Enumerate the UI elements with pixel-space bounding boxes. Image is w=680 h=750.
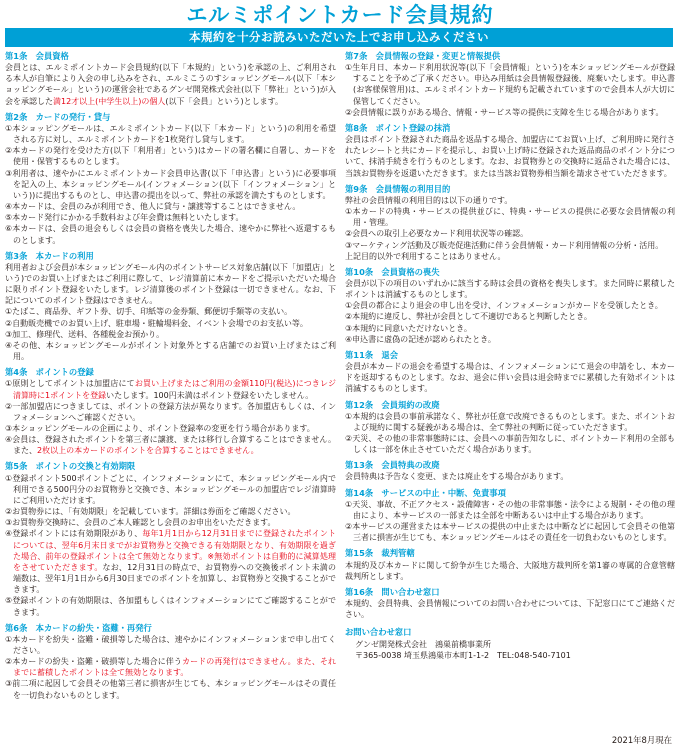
article-items bbox=[345, 361, 675, 394]
article-item bbox=[5, 634, 336, 656]
body-text: ③本ショッピングモールの企画により、ポイント登録率の変更を行う場合があります。 bbox=[5, 424, 315, 433]
article-item bbox=[5, 168, 336, 201]
right-column bbox=[345, 49, 675, 661]
article-item bbox=[5, 201, 336, 212]
body-text: ②本カードの発行を受けた方(以下「利用者」という)はカードの署名欄に自署し、カードを使用・保管するものとします。 bbox=[5, 146, 336, 167]
article-item bbox=[5, 62, 336, 107]
article-item bbox=[5, 123, 336, 145]
body-text: 弊社の会員情報の利用目的は以下の通りです。 bbox=[345, 195, 513, 205]
body-text: ①本カードの特典・サービスの提供並びに、特典・サービスの提供に必要な会員情報の利用・管理。 bbox=[345, 207, 675, 228]
article-item bbox=[5, 329, 336, 340]
article-items bbox=[5, 62, 336, 107]
article-item bbox=[5, 212, 336, 223]
contact-company: グンゼ開発株式会社 鴻巣前橋事業所 bbox=[355, 639, 491, 649]
article-heading: 第16条 問い合わせ窓口 bbox=[345, 586, 440, 597]
body-text: ①本規約は会員の事前承諾なく、弊社が任意で改廃できるものとします。また、ポイントおよび規約に関する疑義がある場合は、全て弊社の判断に従っていただきます。 bbox=[345, 411, 675, 432]
article-section bbox=[345, 548, 675, 581]
article-item bbox=[5, 517, 336, 528]
body-text: 会員特典は予告なく変更、または廃止をする場合があります。 bbox=[345, 472, 569, 482]
article-section bbox=[5, 112, 336, 246]
highlighted-text: カードの再発行はできません。また、それまでに蓄積したポイントは全て無効となります。 bbox=[13, 657, 336, 678]
article-items bbox=[5, 378, 336, 456]
article-items bbox=[345, 560, 675, 582]
article-section bbox=[5, 251, 336, 363]
body-text: ③前二項に起因して会員その他第三者に損害が生じても、本ショッピングモールはその責任を一切負わないものとします。 bbox=[5, 679, 336, 700]
body-text: ①原則としてポイントは加盟店にて bbox=[5, 379, 135, 389]
article-items bbox=[345, 471, 675, 482]
body-text: ④その他、本ショッピングモールがポイント対象外とする店舗でのお買い上げまたはご利用。 bbox=[5, 340, 336, 362]
article-item bbox=[5, 306, 336, 317]
article-item bbox=[345, 471, 675, 482]
article-section bbox=[345, 184, 675, 262]
body-text: ③お買物券交換時に、会員のご本人確認とし会員のお申出をいただきます。 bbox=[5, 518, 276, 528]
body-text: ①天災、事故、不正アクセス・設備障害・その他の非常事態・法令による規制・その他の理由により、本サービスの一部または全部を中断あるいは中止する場合があります。 bbox=[345, 499, 675, 520]
article-items bbox=[345, 499, 675, 544]
left-column bbox=[5, 49, 336, 701]
article-item bbox=[345, 433, 675, 455]
body-text: ①たばこ、商品券、ギフト券、切手、印紙等の金券類、郵便切手類等の支払い。 bbox=[5, 307, 293, 317]
body-text: ②本カードの紛失・盗難・破損等した場合に伴う bbox=[5, 657, 183, 667]
body-text: ②会員情報に誤りがある場合、情報・サービス等の提供に支障を生じる場合があります。 bbox=[345, 107, 664, 117]
article-item bbox=[5, 318, 336, 329]
body-text: ②天災、その他の非常事態時には、会員への事前告知なしに、ポイントカード利用の全部もしくは一部を休止させていただく場合があります。 bbox=[345, 434, 675, 455]
article-item bbox=[5, 506, 336, 517]
article-item bbox=[5, 423, 336, 434]
body-text: ②自動販売機でのお買い上げ、駐車場・駐輪場料金、イベント会場でのお支払い等。 bbox=[5, 318, 308, 328]
article-item bbox=[345, 560, 675, 582]
article-item bbox=[345, 300, 675, 311]
article-item bbox=[345, 134, 675, 179]
page-title: エルミポイントカード会員規約 bbox=[186, 3, 494, 27]
body-text: ①本ショッピングモールは、エルミポイントカード(以下「本カード」という)の利用を希望される方に対し、エルミポイントカードを1枚発行し貸与します。 bbox=[5, 123, 336, 145]
body-text: 会員はポイント登録された商品を返品する場合、加盟店にてお買い上げ、ご利用時に発行されたレシートと共にカードを提示し、お買い上げ時に登録された返品商品のポイント分について、抹消手続きを行うものとします。なお、お買物券との交換時に返品された場合には、当該お買物券を返還いただきます。または当該お買物券相当額を請求させていただきます。 bbox=[345, 135, 675, 178]
body-text: ③加工、修理代、送料、各種税金お預かり。 bbox=[5, 329, 165, 339]
body-text: ①本カードを紛失・盗難・破損等した場合は、速やかにインフォメーションまで申し出てください。 bbox=[5, 634, 336, 655]
body-text: ③マーケティング活動及び販売促進活動に伴う会員情報・カード利用情報の分析・活用。 bbox=[345, 240, 664, 250]
article-heading: 第13条 会員特典の改廃 bbox=[345, 460, 440, 471]
article-item bbox=[345, 598, 675, 620]
body-text: 会員とは、エルミポイントカード会員規約(以下「本規約」という)を承認の上、ご利用される本人が自筆により入会の申し込みをされ、エルミこうのすショッピングモール(以下「本ショッピングモール」という)の運営会社であるグンゼ開発株式会社(以下「弊社」という)が入会を承認した bbox=[5, 63, 336, 106]
article-item bbox=[5, 401, 336, 423]
article-item bbox=[5, 434, 336, 456]
body-text: ②一部加盟店につきましては、ポイントの登録方法が異なります。各加盟店もしくは、インフォメーションへご確認ください。 bbox=[5, 401, 336, 422]
article-items bbox=[345, 411, 675, 456]
article-item bbox=[345, 361, 675, 394]
article-item bbox=[345, 228, 675, 239]
article-item bbox=[345, 521, 675, 543]
article-item bbox=[345, 62, 675, 107]
article-section bbox=[5, 51, 336, 107]
article-item bbox=[345, 206, 675, 228]
article-items bbox=[345, 195, 675, 262]
body-text: (以下「会員」という)とします。 bbox=[165, 96, 284, 106]
article-heading: 第6条 本カードの紛失・盗難・再発行 bbox=[5, 622, 152, 633]
body-text: ④申込書に虚偽の記述が認められたとき。 bbox=[345, 334, 496, 344]
article-item bbox=[5, 223, 336, 245]
article-item bbox=[345, 251, 675, 262]
article-item bbox=[345, 334, 675, 345]
body-text: 会員が本カードの退会を希望する場合は、インフォメーションにて退会の申請をし、本カードを返却するものとします。なお、退会に伴い会員は退会時までに累積した有効ポイントは消滅するものとします。 bbox=[345, 362, 675, 394]
article-item bbox=[5, 145, 336, 167]
article-heading: 第4条 ポイントの登録 bbox=[5, 367, 94, 378]
article-section bbox=[5, 623, 336, 701]
body-text: ②本サービスの運営または本サービスの提供の中止または中断などに起因して会員その他第三者に損害が生じても、本ショッピングモールはその責任を一切負わないものとします。 bbox=[345, 522, 675, 543]
body-text: ①会員の都合により退会の申し出を受け、インフォメーションがカードを受領したとき。 bbox=[345, 301, 663, 311]
article-item bbox=[5, 378, 336, 400]
article-heading: 第9条 会員情報の利用目的 bbox=[345, 183, 451, 194]
article-section bbox=[345, 587, 675, 620]
article-heading: 第14条 サービスの中止・中断、免責事項 bbox=[345, 487, 506, 498]
article-item bbox=[345, 278, 675, 300]
article-item bbox=[5, 340, 336, 362]
article-item bbox=[345, 195, 675, 206]
article-item bbox=[5, 595, 336, 617]
page-subtitle-banner: 本規約を十分お読みいただいた上でお申し込みください bbox=[5, 28, 673, 47]
body-text: ③利用者は、速やかにエルミポイントカード会員申込書(以下「申込書」という)に必要事項を記入の上、本ショッピングモール(インフォメーション(以下「インフォメーション」という))に提出するものとし、申込書の提出を以って、弊社の承認を満たすものとします。 bbox=[5, 168, 336, 200]
article-items bbox=[345, 134, 675, 179]
contact-heading: お問い合わせ窓口 bbox=[345, 627, 412, 638]
article-items bbox=[5, 634, 336, 701]
body-text: ②お買物券には、「有効期限」を記載しています。詳細は券面をご確認ください。 bbox=[5, 507, 296, 517]
body-text: ⑥本カードは、会員の退会もしくは会員の資格を喪失した場合、速やかに弊社へ返還するものとします。 bbox=[5, 224, 336, 245]
body-text: ⑤登録ポイントの有効期限は、各加盟もしくはインフォメーションにてご確認することができます。 bbox=[5, 596, 336, 617]
article-heading: 第8条 ポイント登録の抹消 bbox=[345, 122, 451, 133]
body-text: 会員が以下の項目のいずれかに該当する時は会員の資格を喪失します。また同時に累積したポイントは消滅するものとします。 bbox=[345, 278, 675, 300]
article-section bbox=[345, 488, 675, 544]
body-text: いたします。100円未満はポイント登録をいたしません。 bbox=[106, 390, 314, 400]
body-text: ④登録ポイントには有効期限があり、 bbox=[5, 529, 143, 539]
article-item bbox=[5, 528, 336, 595]
article-heading: 第10条 会員資格の喪失 bbox=[345, 266, 440, 277]
article-item bbox=[345, 499, 675, 521]
article-item bbox=[5, 678, 336, 700]
article-item bbox=[5, 262, 336, 307]
article-item bbox=[5, 656, 336, 678]
article-item bbox=[345, 107, 675, 118]
article-section bbox=[345, 267, 675, 345]
article-items bbox=[5, 473, 336, 618]
article-heading: 第3条 本カードの利用 bbox=[5, 250, 94, 261]
article-items bbox=[345, 598, 675, 620]
article-items bbox=[5, 123, 336, 246]
revision-date: 2021年8月現在 bbox=[611, 735, 672, 745]
body-text: ④本カードは、会員のみが利用でき、他人に貸与・譲渡等することはできません。 bbox=[5, 202, 301, 212]
highlighted-text: 満12才以上(中学生以上)の個人 bbox=[53, 96, 166, 106]
body-text: ①登録ポイント500ポイントごとに、インフォメーションにて、本ショッピングモール内で利用できる500円分のお買物券と交換でき、本ショッピングモールの加盟店でレジ清算時にご利用いただけます。 bbox=[5, 473, 336, 505]
highlighted-text: 2枚以上の本カードのポイントを合算することはできません。 bbox=[37, 446, 259, 456]
article-section bbox=[345, 400, 675, 456]
article-heading: 第12条 会員規約の改廃 bbox=[345, 399, 440, 410]
article-section bbox=[345, 123, 675, 179]
article-heading: 第7条 会員情報の登録・変更と情報提供 bbox=[345, 51, 501, 61]
article-section bbox=[345, 51, 675, 118]
article-item bbox=[345, 311, 675, 322]
body-text: ④会員は、登録されたポイントを第三者に譲渡、または移行し合算することはできません。また、 bbox=[5, 435, 336, 456]
body-text: 本規約及び本カードに関して紛争が生じた場合、大阪地方裁判所を第1審の専属的合意管轄裁判所とします。 bbox=[345, 560, 675, 581]
article-item bbox=[345, 323, 675, 334]
article-section bbox=[5, 367, 336, 456]
body-text: ①生年月日、本カード利用状況等(以下「会員情報」という)を本ショッピングモールが登録することを予めご了承ください。申込み用紙は会員情報登録後、廃棄いたします。申込書(お客様保管用)は、エルミポイントカード規約も記載されていますので会員本人が大切に保管してください。 bbox=[345, 63, 675, 106]
body-text: ②会員への取引上必要なカード利用状況等の確認。 bbox=[345, 229, 529, 239]
body-text: なお、12月31日の時点で、お買物券への交換後ポイント未満の端数は、翌年1月1日から6月30日までのポイントを加算し、お買物券と交換することができます。 bbox=[13, 562, 336, 595]
right-sections bbox=[345, 51, 675, 620]
article-section bbox=[345, 460, 675, 482]
article-item bbox=[345, 240, 675, 251]
article-heading: 第5条 ポイントの交換と有効期限 bbox=[5, 461, 136, 472]
article-items bbox=[5, 262, 336, 362]
article-items bbox=[345, 278, 675, 345]
body-text: 本規約、会員特典、会員情報についてのお問い合わせについては、下記窓口にてご連絡ください。 bbox=[345, 599, 675, 620]
article-section bbox=[345, 350, 675, 395]
article-section bbox=[5, 461, 336, 617]
highlighted-text: 毎年1月1日から12月31日までに登録されたポイントについては、翌年6月末日までがお買物券と交換できる有効期限となり、有効期限を過ぎた場合、前年の登録ポイントは全て無効となります。※無効ポイントは自動的に減算処理をさせていただきます。 bbox=[13, 529, 336, 572]
article-item bbox=[345, 411, 675, 433]
article-item bbox=[5, 473, 336, 506]
article-heading: 第11条 退会 bbox=[345, 349, 399, 360]
article-heading: 第2条 カードの発行・貸与 bbox=[5, 111, 111, 122]
article-heading: 第15条 裁判管轄 bbox=[345, 548, 415, 559]
article-items bbox=[345, 62, 675, 118]
contact-address: 〒365-0038 埼玉県鴻巣市本町1-1-2 TEL:048-540-7101 bbox=[355, 650, 571, 660]
body-text: ③本規約に同意いただけないとき。 bbox=[345, 323, 472, 333]
body-text: 利用者および会員が本ショッピングモール内のポイントサービス対象店舗(以下「加盟店」という)でのお買い上げまたはご利用に際して、レジ清算前に本カードをご提示いただいた場合に限りポイント登録をいたします。レジ清算後のポイント登録は一切できません。なお、下記についてのポイント登録はできません。 bbox=[5, 262, 336, 306]
highlighted-text: お買い上げまたはご利用の金額110円(税込)につきレジ清算時に1ポイントを登録 bbox=[13, 379, 336, 400]
body-text: ②本規約に違反し、弊社が会員として不適切であると判断したとき。 bbox=[345, 312, 592, 322]
body-text: ⑤本カード発行にかかる手数料および年会費は無料といたします。 bbox=[5, 213, 244, 223]
body-text: 上記目的以外で利用することはありません。 bbox=[345, 251, 506, 261]
article-heading: 第1条 会員資格 bbox=[5, 51, 69, 61]
